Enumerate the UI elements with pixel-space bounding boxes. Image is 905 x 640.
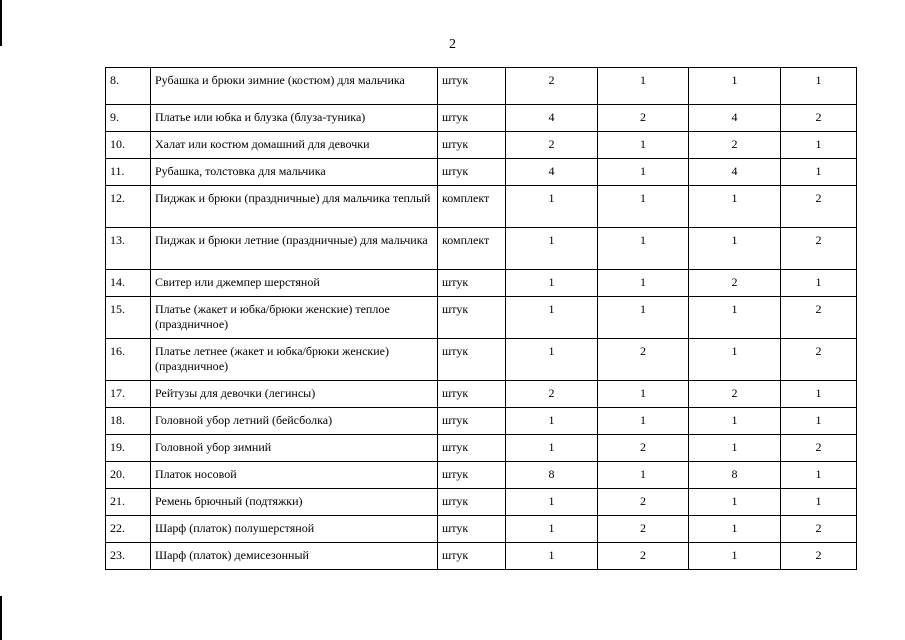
- value-col-3: 1: [689, 68, 781, 105]
- table-row: [106, 543, 857, 570]
- table-row: [106, 105, 857, 132]
- value-col-4: 2: [781, 516, 857, 543]
- items-table: [105, 67, 857, 570]
- row-number: 20.: [106, 462, 151, 489]
- row-number: 15.: [106, 297, 151, 339]
- value-col-1: 4: [506, 159, 598, 186]
- unit: штук: [438, 408, 506, 435]
- value-col-4: 2: [781, 435, 857, 462]
- value-col-2: 1: [598, 132, 689, 159]
- value-col-2: 2: [598, 105, 689, 132]
- value-col-2: 2: [598, 489, 689, 516]
- value-col-4: 1: [781, 270, 857, 297]
- item-name: Головной убор летний (бейсболка): [151, 408, 438, 435]
- value-col-1: 2: [506, 381, 598, 408]
- value-col-4: 1: [781, 489, 857, 516]
- table-row: [106, 132, 857, 159]
- value-col-1: 2: [506, 68, 598, 105]
- value-col-2: 2: [598, 516, 689, 543]
- row-number: 21.: [106, 489, 151, 516]
- value-col-2: 2: [598, 339, 689, 381]
- unit: штук: [438, 297, 506, 339]
- table-row: [106, 408, 857, 435]
- row-number: 10.: [106, 132, 151, 159]
- value-col-1: 2: [506, 132, 598, 159]
- row-number: 19.: [106, 435, 151, 462]
- value-col-2: 1: [598, 270, 689, 297]
- item-name: Рейтузы для девочки (легинсы): [151, 381, 438, 408]
- table-row: [106, 186, 857, 228]
- value-col-1: 1: [506, 339, 598, 381]
- value-col-4: 1: [781, 68, 857, 105]
- unit: штук: [438, 270, 506, 297]
- item-name: Платье или юбка и блузка (блуза-туника): [151, 105, 438, 132]
- value-col-3: 1: [689, 339, 781, 381]
- item-name: Свитер или джемпер шерстяной: [151, 270, 438, 297]
- unit: комплект: [438, 186, 506, 228]
- row-number: 23.: [106, 543, 151, 570]
- item-name: Платок носовой: [151, 462, 438, 489]
- value-col-3: 2: [689, 132, 781, 159]
- value-col-3: 1: [689, 408, 781, 435]
- value-col-4: 2: [781, 339, 857, 381]
- value-col-4: 1: [781, 159, 857, 186]
- value-col-4: 2: [781, 228, 857, 270]
- item-name: Рубашка, толстовка для мальчика: [151, 159, 438, 186]
- value-col-3: 1: [689, 435, 781, 462]
- value-col-2: 1: [598, 159, 689, 186]
- unit: штук: [438, 132, 506, 159]
- unit: штук: [438, 516, 506, 543]
- table-row: [106, 68, 857, 105]
- table-row: [106, 270, 857, 297]
- value-col-1: 8: [506, 462, 598, 489]
- value-col-3: 8: [689, 462, 781, 489]
- value-col-1: 1: [506, 186, 598, 228]
- value-col-4: 2: [781, 297, 857, 339]
- value-col-3: 1: [689, 543, 781, 570]
- value-col-2: 1: [598, 186, 689, 228]
- row-number: 9.: [106, 105, 151, 132]
- value-col-1: 1: [506, 408, 598, 435]
- unit: комплект: [438, 228, 506, 270]
- value-col-1: 1: [506, 270, 598, 297]
- value-col-1: 1: [506, 297, 598, 339]
- value-col-3: 4: [689, 105, 781, 132]
- item-name: Пиджак и брюки (праздничные) для мальчика теплый: [151, 186, 438, 228]
- item-name: Рубашка и брюки зимние (костюм) для мальчика: [151, 68, 438, 105]
- value-col-2: 1: [598, 68, 689, 105]
- value-col-4: 1: [781, 132, 857, 159]
- item-name: Халат или костюм домашний для девочки: [151, 132, 438, 159]
- value-col-3: 4: [689, 159, 781, 186]
- row-number: 13.: [106, 228, 151, 270]
- unit: штук: [438, 462, 506, 489]
- value-col-1: 1: [506, 516, 598, 543]
- unit: штук: [438, 435, 506, 462]
- value-col-1: 1: [506, 435, 598, 462]
- value-col-2: 2: [598, 543, 689, 570]
- row-number: 18.: [106, 408, 151, 435]
- item-name: Шарф (платок) полушерстяной: [151, 516, 438, 543]
- value-col-2: 2: [598, 435, 689, 462]
- value-col-2: 1: [598, 408, 689, 435]
- table-row: [106, 339, 857, 381]
- unit: штук: [438, 339, 506, 381]
- table-row: [106, 489, 857, 516]
- value-col-2: 1: [598, 228, 689, 270]
- value-col-4: 2: [781, 105, 857, 132]
- unit: штук: [438, 105, 506, 132]
- value-col-4: 2: [781, 543, 857, 570]
- value-col-1: 1: [506, 543, 598, 570]
- value-col-4: 2: [781, 186, 857, 228]
- value-col-3: 1: [689, 516, 781, 543]
- page-edge-mark-bottom: [0, 596, 2, 640]
- row-number: 12.: [106, 186, 151, 228]
- value-col-4: 1: [781, 381, 857, 408]
- page-number: 2: [449, 37, 456, 52]
- value-col-1: 4: [506, 105, 598, 132]
- row-number: 11.: [106, 159, 151, 186]
- row-number: 17.: [106, 381, 151, 408]
- value-col-4: 1: [781, 462, 857, 489]
- unit: штук: [438, 543, 506, 570]
- value-col-3: 1: [689, 228, 781, 270]
- value-col-3: 2: [689, 381, 781, 408]
- table-row: [106, 435, 857, 462]
- table-row: [106, 381, 857, 408]
- item-name: Головной убор зимний: [151, 435, 438, 462]
- row-number: 22.: [106, 516, 151, 543]
- table-row: [106, 516, 857, 543]
- item-name: Шарф (платок) демисезонный: [151, 543, 438, 570]
- value-col-1: 1: [506, 489, 598, 516]
- row-number: 14.: [106, 270, 151, 297]
- item-name: Ремень брючный (подтяжки): [151, 489, 438, 516]
- item-name: Платье (жакет и юбка/брюки женские) теплое (праздничное): [151, 297, 438, 339]
- value-col-2: 1: [598, 297, 689, 339]
- row-number: 8.: [106, 68, 151, 105]
- table-row: [106, 462, 857, 489]
- table-row: [106, 297, 857, 339]
- value-col-3: 1: [689, 297, 781, 339]
- value-col-2: 1: [598, 462, 689, 489]
- value-col-2: 1: [598, 381, 689, 408]
- value-col-4: 1: [781, 408, 857, 435]
- unit: штук: [438, 381, 506, 408]
- item-name: Платье летнее (жакет и юбка/брюки женские) (праздничное): [151, 339, 438, 381]
- item-name: Пиджак и брюки летние (праздничные) для мальчика: [151, 228, 438, 270]
- unit: штук: [438, 489, 506, 516]
- table-row: [106, 159, 857, 186]
- table-row: [106, 228, 857, 270]
- value-col-1: 1: [506, 228, 598, 270]
- value-col-3: 2: [689, 270, 781, 297]
- row-number: 16.: [106, 339, 151, 381]
- unit: штук: [438, 68, 506, 105]
- unit: штук: [438, 159, 506, 186]
- value-col-3: 1: [689, 186, 781, 228]
- value-col-3: 1: [689, 489, 781, 516]
